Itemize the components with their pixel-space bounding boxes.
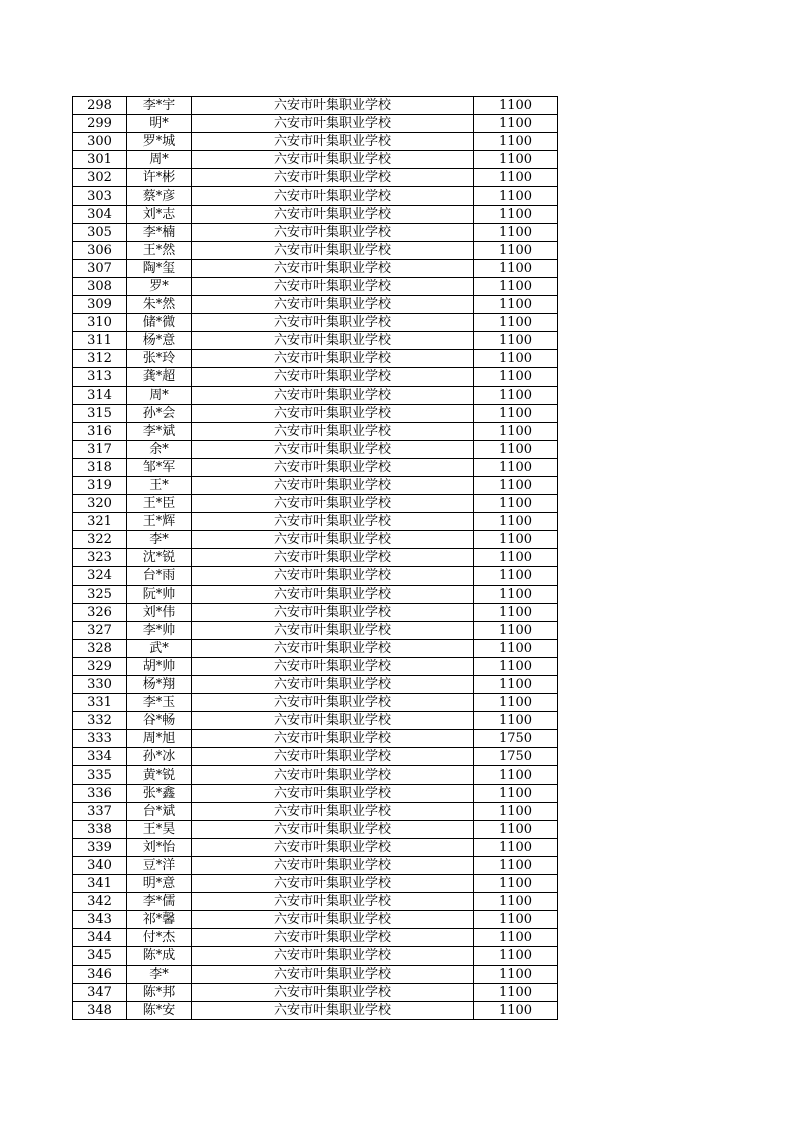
student-name-cell: 李*楠 — [127, 223, 192, 241]
table-row — [73, 350, 558, 368]
row-number-cell: 311 — [73, 332, 127, 350]
student-name-cell: 李* — [127, 965, 192, 983]
amount-cell: 1100 — [474, 621, 558, 639]
table-row — [73, 585, 558, 603]
school-name-cell: 六安市叶集职业学校 — [192, 296, 474, 314]
student-name-cell: 陈*邦 — [127, 983, 192, 1001]
row-number-cell: 345 — [73, 947, 127, 965]
school-name-cell: 六安市叶集职业学校 — [192, 929, 474, 947]
amount-cell: 1100 — [474, 133, 558, 151]
table-row — [73, 838, 558, 856]
table-row — [73, 495, 558, 513]
school-name-cell: 六安市叶集职业学校 — [192, 712, 474, 730]
table-row — [73, 422, 558, 440]
table-row — [73, 187, 558, 205]
student-name-cell: 刘*怡 — [127, 838, 192, 856]
row-number-cell: 322 — [73, 531, 127, 549]
row-number-cell: 338 — [73, 820, 127, 838]
table-row — [73, 929, 558, 947]
amount-cell: 1100 — [474, 314, 558, 332]
student-name-cell: 孙*冰 — [127, 748, 192, 766]
table-row — [73, 314, 558, 332]
amount-cell: 1100 — [474, 223, 558, 241]
student-name-cell: 台*斌 — [127, 802, 192, 820]
amount-cell: 1100 — [474, 531, 558, 549]
amount-cell: 1100 — [474, 585, 558, 603]
table-row — [73, 458, 558, 476]
table-row — [73, 115, 558, 133]
table-row — [73, 296, 558, 314]
student-name-cell: 李*帅 — [127, 621, 192, 639]
row-number-cell: 331 — [73, 694, 127, 712]
row-number-cell: 317 — [73, 440, 127, 458]
student-name-cell: 储*微 — [127, 314, 192, 332]
amount-cell: 1100 — [474, 856, 558, 874]
school-name-cell: 六安市叶集职业学校 — [192, 549, 474, 567]
table-row — [73, 97, 558, 115]
school-name-cell: 六安市叶集职业学校 — [192, 404, 474, 422]
school-name-cell: 六安市叶集职业学校 — [192, 332, 474, 350]
table-row — [73, 965, 558, 983]
school-name-cell: 六安市叶集职业学校 — [192, 748, 474, 766]
row-number-cell: 312 — [73, 350, 127, 368]
school-name-cell: 六安市叶集职业学校 — [192, 368, 474, 386]
school-name-cell: 六安市叶集职业学校 — [192, 730, 474, 748]
amount-cell: 1100 — [474, 639, 558, 657]
school-name-cell: 六安市叶集职业学校 — [192, 639, 474, 657]
school-name-cell: 六安市叶集职业学校 — [192, 875, 474, 893]
student-name-cell: 罗* — [127, 277, 192, 295]
school-name-cell: 六安市叶集职业学校 — [192, 784, 474, 802]
school-name-cell: 六安市叶集职业学校 — [192, 603, 474, 621]
amount-cell: 1750 — [474, 730, 558, 748]
table-row — [73, 694, 558, 712]
student-name-cell: 杨*翔 — [127, 676, 192, 694]
student-name-cell: 余* — [127, 440, 192, 458]
table-row — [73, 911, 558, 929]
row-number-cell: 313 — [73, 368, 127, 386]
school-name-cell: 六安市叶集职业学校 — [192, 115, 474, 133]
subsidy-table — [72, 96, 558, 1020]
amount-cell: 1100 — [474, 115, 558, 133]
amount-cell: 1100 — [474, 694, 558, 712]
row-number-cell: 340 — [73, 856, 127, 874]
student-name-cell: 邹*军 — [127, 458, 192, 476]
student-name-cell: 陶*玺 — [127, 259, 192, 277]
school-name-cell: 六安市叶集职业学校 — [192, 621, 474, 639]
row-number-cell: 309 — [73, 296, 127, 314]
table-row — [73, 169, 558, 187]
table-row — [73, 856, 558, 874]
row-number-cell: 299 — [73, 115, 127, 133]
table-row — [73, 259, 558, 277]
row-number-cell: 298 — [73, 97, 127, 115]
amount-cell: 1100 — [474, 676, 558, 694]
student-name-cell: 杨*意 — [127, 332, 192, 350]
amount-cell: 1100 — [474, 766, 558, 784]
table-row — [73, 947, 558, 965]
school-name-cell: 六安市叶集职业学校 — [192, 676, 474, 694]
school-name-cell: 六安市叶集职业学校 — [192, 893, 474, 911]
school-name-cell: 六安市叶集职业学校 — [192, 802, 474, 820]
school-name-cell: 六安市叶集职业学校 — [192, 694, 474, 712]
school-name-cell: 六安市叶集职业学校 — [192, 350, 474, 368]
amount-cell: 1100 — [474, 1001, 558, 1019]
student-name-cell: 张*鑫 — [127, 784, 192, 802]
school-name-cell: 六安市叶集职业学校 — [192, 97, 474, 115]
row-number-cell: 342 — [73, 893, 127, 911]
student-name-cell: 王*然 — [127, 241, 192, 259]
amount-cell: 1100 — [474, 893, 558, 911]
amount-cell: 1100 — [474, 513, 558, 531]
row-number-cell: 300 — [73, 133, 127, 151]
row-number-cell: 332 — [73, 712, 127, 730]
row-number-cell: 308 — [73, 277, 127, 295]
table-row — [73, 567, 558, 585]
school-name-cell: 六安市叶集职业学校 — [192, 495, 474, 513]
amount-cell: 1100 — [474, 241, 558, 259]
school-name-cell: 六安市叶集职业学校 — [192, 567, 474, 585]
table-row — [73, 603, 558, 621]
row-number-cell: 341 — [73, 875, 127, 893]
school-name-cell: 六安市叶集职业学校 — [192, 766, 474, 784]
student-name-cell: 陈*安 — [127, 1001, 192, 1019]
row-number-cell: 347 — [73, 983, 127, 1001]
row-number-cell: 327 — [73, 621, 127, 639]
row-number-cell: 323 — [73, 549, 127, 567]
row-number-cell: 348 — [73, 1001, 127, 1019]
amount-cell: 1100 — [474, 911, 558, 929]
table-row — [73, 820, 558, 838]
amount-cell: 1100 — [474, 965, 558, 983]
school-name-cell: 六安市叶集职业学校 — [192, 133, 474, 151]
table-row — [73, 730, 558, 748]
row-number-cell: 343 — [73, 911, 127, 929]
student-name-cell: 王*昊 — [127, 820, 192, 838]
table-row — [73, 748, 558, 766]
row-number-cell: 307 — [73, 259, 127, 277]
amount-cell: 1100 — [474, 947, 558, 965]
row-number-cell: 325 — [73, 585, 127, 603]
amount-cell: 1100 — [474, 386, 558, 404]
table-row — [73, 621, 558, 639]
table-row — [73, 875, 558, 893]
amount-cell: 1100 — [474, 802, 558, 820]
school-name-cell: 六安市叶集职业学校 — [192, 151, 474, 169]
student-name-cell: 周* — [127, 386, 192, 404]
row-number-cell: 344 — [73, 929, 127, 947]
student-name-cell: 沈*锐 — [127, 549, 192, 567]
table-row — [73, 332, 558, 350]
table-row — [73, 440, 558, 458]
student-name-cell: 刘*伟 — [127, 603, 192, 621]
table-row — [73, 368, 558, 386]
amount-cell: 1100 — [474, 350, 558, 368]
student-name-cell: 明* — [127, 115, 192, 133]
amount-cell: 1100 — [474, 296, 558, 314]
student-name-cell: 王*辉 — [127, 513, 192, 531]
amount-cell: 1100 — [474, 97, 558, 115]
row-number-cell: 324 — [73, 567, 127, 585]
table-row — [73, 766, 558, 784]
row-number-cell: 335 — [73, 766, 127, 784]
student-name-cell: 朱*然 — [127, 296, 192, 314]
amount-cell: 1100 — [474, 422, 558, 440]
amount-cell: 1100 — [474, 332, 558, 350]
student-name-cell: 台*雨 — [127, 567, 192, 585]
school-name-cell: 六安市叶集职业学校 — [192, 205, 474, 223]
table-row — [73, 676, 558, 694]
student-name-cell: 祁*馨 — [127, 911, 192, 929]
table-row — [73, 223, 558, 241]
student-name-cell: 付*杰 — [127, 929, 192, 947]
table-row — [73, 639, 558, 657]
row-number-cell: 316 — [73, 422, 127, 440]
student-name-cell: 王* — [127, 476, 192, 494]
row-number-cell: 304 — [73, 205, 127, 223]
table-row — [73, 1001, 558, 1019]
student-name-cell: 刘*志 — [127, 205, 192, 223]
school-name-cell: 六安市叶集职业学校 — [192, 585, 474, 603]
school-name-cell: 六安市叶集职业学校 — [192, 838, 474, 856]
school-name-cell: 六安市叶集职业学校 — [192, 1001, 474, 1019]
row-number-cell: 320 — [73, 495, 127, 513]
amount-cell: 1100 — [474, 820, 558, 838]
school-name-cell: 六安市叶集职业学校 — [192, 458, 474, 476]
student-name-cell: 龚*超 — [127, 368, 192, 386]
amount-cell: 1100 — [474, 476, 558, 494]
school-name-cell: 六安市叶集职业学校 — [192, 223, 474, 241]
row-number-cell: 346 — [73, 965, 127, 983]
school-name-cell: 六安市叶集职业学校 — [192, 422, 474, 440]
table-row — [73, 784, 558, 802]
school-name-cell: 六安市叶集职业学校 — [192, 169, 474, 187]
school-name-cell: 六安市叶集职业学校 — [192, 657, 474, 675]
row-number-cell: 336 — [73, 784, 127, 802]
row-number-cell: 339 — [73, 838, 127, 856]
table-row — [73, 205, 558, 223]
row-number-cell: 310 — [73, 314, 127, 332]
student-name-cell: 周*旭 — [127, 730, 192, 748]
student-name-cell: 李*儒 — [127, 893, 192, 911]
row-number-cell: 328 — [73, 639, 127, 657]
row-number-cell: 319 — [73, 476, 127, 494]
student-name-cell: 谷*畅 — [127, 712, 192, 730]
amount-cell: 1100 — [474, 603, 558, 621]
table-row — [73, 277, 558, 295]
student-name-cell: 黄*锐 — [127, 766, 192, 784]
student-name-cell: 许*彬 — [127, 169, 192, 187]
row-number-cell: 318 — [73, 458, 127, 476]
row-number-cell: 302 — [73, 169, 127, 187]
student-name-cell: 周* — [127, 151, 192, 169]
row-number-cell: 321 — [73, 513, 127, 531]
student-name-cell: 蔡*彦 — [127, 187, 192, 205]
student-name-cell: 李*玉 — [127, 694, 192, 712]
school-name-cell: 六安市叶集职业学校 — [192, 277, 474, 295]
amount-cell: 1100 — [474, 404, 558, 422]
row-number-cell: 314 — [73, 386, 127, 404]
school-name-cell: 六安市叶集职业学校 — [192, 440, 474, 458]
school-name-cell: 六安市叶集职业学校 — [192, 513, 474, 531]
school-name-cell: 六安市叶集职业学校 — [192, 947, 474, 965]
student-name-cell: 孙*会 — [127, 404, 192, 422]
amount-cell: 1100 — [474, 151, 558, 169]
table-row — [73, 404, 558, 422]
row-number-cell: 303 — [73, 187, 127, 205]
school-name-cell: 六安市叶集职业学校 — [192, 911, 474, 929]
amount-cell: 1100 — [474, 784, 558, 802]
table-row — [73, 549, 558, 567]
student-name-cell: 阮*帅 — [127, 585, 192, 603]
table-row — [73, 802, 558, 820]
school-name-cell: 六安市叶集职业学校 — [192, 965, 474, 983]
table-row — [73, 513, 558, 531]
row-number-cell: 306 — [73, 241, 127, 259]
school-name-cell: 六安市叶集职业学校 — [192, 259, 474, 277]
table-row — [73, 151, 558, 169]
row-number-cell: 315 — [73, 404, 127, 422]
row-number-cell: 326 — [73, 603, 127, 621]
row-number-cell: 333 — [73, 730, 127, 748]
table-row — [73, 531, 558, 549]
amount-cell: 1100 — [474, 983, 558, 1001]
amount-cell: 1100 — [474, 205, 558, 223]
amount-cell: 1750 — [474, 748, 558, 766]
amount-cell: 1100 — [474, 277, 558, 295]
school-name-cell: 六安市叶集职业学校 — [192, 187, 474, 205]
amount-cell: 1100 — [474, 549, 558, 567]
amount-cell: 1100 — [474, 259, 558, 277]
amount-cell: 1100 — [474, 657, 558, 675]
amount-cell: 1100 — [474, 567, 558, 585]
student-name-cell: 王*臣 — [127, 495, 192, 513]
amount-cell: 1100 — [474, 458, 558, 476]
student-name-cell: 李* — [127, 531, 192, 549]
student-name-cell: 豆*洋 — [127, 856, 192, 874]
school-name-cell: 六安市叶集职业学校 — [192, 241, 474, 259]
school-name-cell: 六安市叶集职业学校 — [192, 820, 474, 838]
amount-cell: 1100 — [474, 838, 558, 856]
student-name-cell: 胡*帅 — [127, 657, 192, 675]
amount-cell: 1100 — [474, 712, 558, 730]
amount-cell: 1100 — [474, 495, 558, 513]
row-number-cell: 334 — [73, 748, 127, 766]
school-name-cell: 六安市叶集职业学校 — [192, 386, 474, 404]
student-name-cell: 明*意 — [127, 875, 192, 893]
table-row — [73, 476, 558, 494]
table-row — [73, 712, 558, 730]
amount-cell: 1100 — [474, 187, 558, 205]
row-number-cell: 330 — [73, 676, 127, 694]
row-number-cell: 337 — [73, 802, 127, 820]
student-name-cell: 李*斌 — [127, 422, 192, 440]
amount-cell: 1100 — [474, 929, 558, 947]
table-row — [73, 386, 558, 404]
table-body — [73, 97, 558, 1020]
row-number-cell: 305 — [73, 223, 127, 241]
amount-cell: 1100 — [474, 368, 558, 386]
table-row — [73, 983, 558, 1001]
table-row — [73, 893, 558, 911]
table-row — [73, 133, 558, 151]
school-name-cell: 六安市叶集职业学校 — [192, 531, 474, 549]
table-row — [73, 657, 558, 675]
school-name-cell: 六安市叶集职业学校 — [192, 856, 474, 874]
student-name-cell: 陈*成 — [127, 947, 192, 965]
amount-cell: 1100 — [474, 875, 558, 893]
school-name-cell: 六安市叶集职业学校 — [192, 476, 474, 494]
row-number-cell: 301 — [73, 151, 127, 169]
student-name-cell: 武* — [127, 639, 192, 657]
amount-cell: 1100 — [474, 440, 558, 458]
student-name-cell: 李*宇 — [127, 97, 192, 115]
school-name-cell: 六安市叶集职业学校 — [192, 983, 474, 1001]
school-name-cell: 六安市叶集职业学校 — [192, 314, 474, 332]
table-row — [73, 241, 558, 259]
student-name-cell: 张*玲 — [127, 350, 192, 368]
row-number-cell: 329 — [73, 657, 127, 675]
amount-cell: 1100 — [474, 169, 558, 187]
student-name-cell: 罗*城 — [127, 133, 192, 151]
